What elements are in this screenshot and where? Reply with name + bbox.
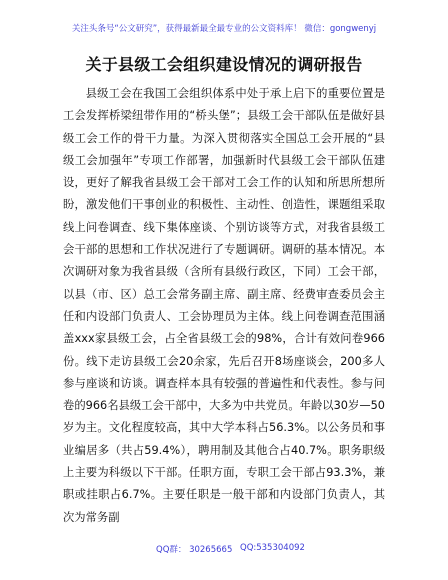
document-body: 县级工会在我国工会组织体系中处于承上启下的重要位置是工会发挥桥梁纽带作用的“桥头堡”；县级工会干部队伍是做好县级工会工作的骨干力量。为深入贯彻落实全国总工会开展的“县级工会加强年”专项工作部署，加强新时代县级工会干部队伍建设，更好了解我省县级工会干部对工会工作的认知和所思所想所盼，激发他们干事创业的积极性、主动性、创造性，课题组采取线上问卷调查、线下集体座谈、个别访谈等方式，对我省县级工会干部的思想和工作状况进行了专题调研。调研的基本情况。本次调研对象为我省县级（含所有县级行政区，下同）工会干部，以县（市、区）总工会常务副主席、副主席、经费审查委员会主任和内设部门负责人、工会协理员为主体。线上问卷调查范围涵盖xxx家县级工会，占全省县级工会的98%，合计有效问卷966份。线下走访县级工会20余家，先后召开8场座谈会，200多人参与座谈和访谈。调查样本具有较强的普遍性和代表性。参与问卷的966名县级工会干部中，大多为中共党员。年龄以30岁—50岁为主。文化程度较高，其中大学本科占56.3%。以公务员和事业编居多（共占59.4%），聘用制及其他合占40.7%。职务职级上主要为科级以下干部。任职方面，专职工会干部占93.3%，兼职或挂职占6.7%。主要任职是一般干部和内设部门负责人，其次为常务副 [63,87,385,524]
footer-qq: QQ:535304092 [240,543,305,553]
header-banner: 关注头条号“公文研究”，获得最新最全最专业的公文资料库！ 微信：gongwenyj [71,24,377,34]
document-title: 关于县级工会组织建设情况的调研报告 [85,55,363,74]
footer-qq-group: QQ群： 30265665 [156,545,233,555]
